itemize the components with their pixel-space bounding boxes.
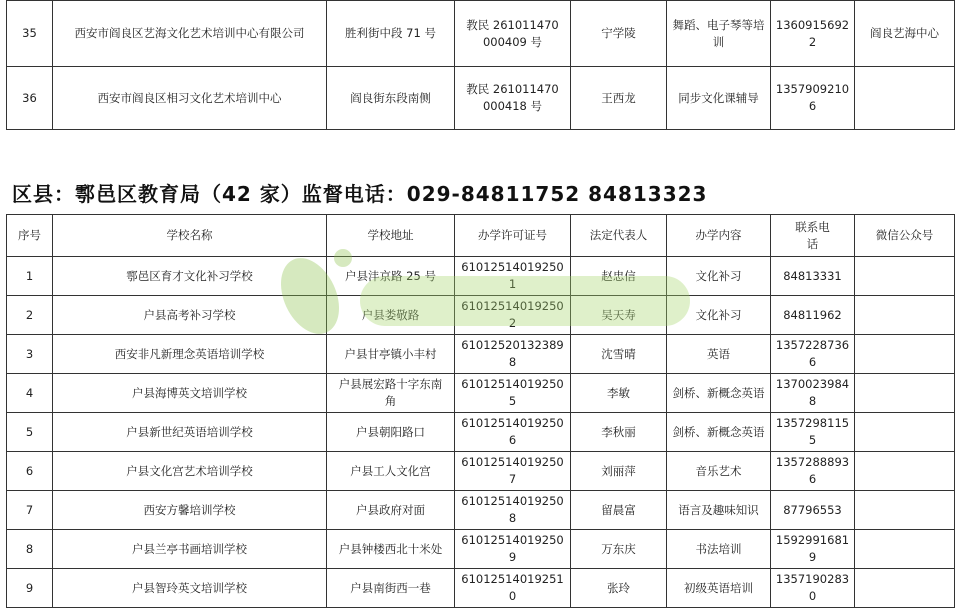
cell-address: 户县沣京路 25 号 [327, 257, 455, 296]
cell-license: 610125201323898 [455, 335, 571, 374]
table-row [7, 335, 955, 374]
header-no: 序号 [7, 215, 53, 257]
cell-phone: 84811962 [771, 296, 855, 335]
cell-name: 户县高考补习学校 [53, 296, 327, 335]
cell-content: 初级英语培训 [667, 569, 771, 608]
cell-wechat [855, 335, 955, 374]
table-row [7, 257, 955, 296]
cell-license: 610125140192507 [455, 452, 571, 491]
cell-no: 35 [7, 1, 53, 67]
cell-rep: 万东庆 [571, 530, 667, 569]
table-row [7, 530, 955, 569]
cell-content: 文化补习 [667, 296, 771, 335]
previous-district-table [6, 0, 955, 130]
header-address: 学校地址 [327, 215, 455, 257]
cell-address: 户县娄敬路 [327, 296, 455, 335]
cell-license: 610125140192510 [455, 569, 571, 608]
cell-no: 5 [7, 413, 53, 452]
cell-address: 户县工人文化宫 [327, 452, 455, 491]
cell-name: 西安非凡新理念英语培训学校 [53, 335, 327, 374]
header-name: 学校名称 [53, 215, 327, 257]
section-title: 区县：鄠邑区教育局（42 家）监督电话：029-84811752 84813323 [12, 182, 708, 206]
cell-rep: 李敏 [571, 374, 667, 413]
header-wechat: 微信公众号 [855, 215, 955, 257]
cell-content: 剑桥、新概念英语 [667, 374, 771, 413]
cell-content: 音乐艺术 [667, 452, 771, 491]
cell-wechat: 阎良艺海中心 [855, 1, 955, 67]
cell-rep: 王西龙 [571, 67, 667, 130]
cell-address: 户县朝阳路口 [327, 413, 455, 452]
cell-no: 9 [7, 569, 53, 608]
cell-content: 剑桥、新概念英语 [667, 413, 771, 452]
cell-no: 6 [7, 452, 53, 491]
cell-address: 户县展宏路十字东南角 [327, 374, 455, 413]
cell-address: 户县甘亭镇小丰村 [327, 335, 455, 374]
header-rep: 法定代表人 [571, 215, 667, 257]
cell-name: 西安方馨培训学校 [53, 491, 327, 530]
cell-name: 户县兰亭书画培训学校 [53, 530, 327, 569]
cell-phone: 13579092106 [771, 67, 855, 130]
cell-rep: 留晨富 [571, 491, 667, 530]
schools-table [6, 214, 955, 608]
cell-address: 户县南街西一巷 [327, 569, 455, 608]
header-license: 办学许可证号 [455, 215, 571, 257]
cell-address: 阎良街东段南侧 [327, 67, 455, 130]
cell-name: 西安市阎良区艺海文化艺术培训中心有限公司 [53, 1, 327, 67]
cell-phone: 84813331 [771, 257, 855, 296]
cell-rep: 刘丽萍 [571, 452, 667, 491]
cell-phone: 13572287366 [771, 335, 855, 374]
cell-name: 户县新世纪英语培训学校 [53, 413, 327, 452]
cell-rep: 沈雪晴 [571, 335, 667, 374]
cell-content: 舞蹈、电子琴等培训 [667, 1, 771, 67]
header-content: 办学内容 [667, 215, 771, 257]
cell-content: 文化补习 [667, 257, 771, 296]
cell-no: 3 [7, 335, 53, 374]
cell-rep: 宁学陵 [571, 1, 667, 67]
header-phone: 联系电话 [771, 215, 855, 257]
cell-no: 7 [7, 491, 53, 530]
cell-license: 教民 261011470000418 号 [455, 67, 571, 130]
cell-name: 西安市阎良区相习文化艺术培训中心 [53, 67, 327, 130]
table-row [7, 374, 955, 413]
cell-license: 教民 261011470000409 号 [455, 1, 571, 67]
cell-no: 8 [7, 530, 53, 569]
cell-name: 鄠邑区育才文化补习学校 [53, 257, 327, 296]
cell-wechat [855, 569, 955, 608]
cell-wechat [855, 374, 955, 413]
cell-phone: 13572981155 [771, 413, 855, 452]
cell-wechat [855, 413, 955, 452]
cell-no: 2 [7, 296, 53, 335]
cell-name: 户县智玲英文培训学校 [53, 569, 327, 608]
table-row [7, 1, 955, 67]
table-row [7, 491, 955, 530]
cell-content: 书法培训 [667, 530, 771, 569]
table-header-row [7, 215, 955, 257]
cell-no: 4 [7, 374, 53, 413]
cell-wechat [855, 296, 955, 335]
cell-license: 610125140192505 [455, 374, 571, 413]
table-row [7, 413, 955, 452]
cell-name: 户县海博英文培训学校 [53, 374, 327, 413]
table-row [7, 296, 955, 335]
cell-rep: 张玲 [571, 569, 667, 608]
table-row [7, 569, 955, 608]
cell-phone: 13571902830 [771, 569, 855, 608]
table-row [7, 452, 955, 491]
cell-license: 610125140192502 [455, 296, 571, 335]
cell-license: 610125140192501 [455, 257, 571, 296]
cell-license: 610125140192508 [455, 491, 571, 530]
cell-content: 英语 [667, 335, 771, 374]
cell-license: 610125140192506 [455, 413, 571, 452]
cell-content: 同步文化课辅导 [667, 67, 771, 130]
cell-wechat [855, 257, 955, 296]
cell-address: 胜利街中段 71 号 [327, 1, 455, 67]
cell-address: 户县钟楼西北十米处 [327, 530, 455, 569]
cell-phone: 87796553 [771, 491, 855, 530]
cell-name: 户县文化宫艺术培训学校 [53, 452, 327, 491]
cell-content: 语言及趣味知识 [667, 491, 771, 530]
cell-wechat [855, 67, 955, 130]
cell-rep: 赵忠信 [571, 257, 667, 296]
cell-wechat [855, 491, 955, 530]
cell-phone: 13609156922 [771, 1, 855, 67]
cell-no: 36 [7, 67, 53, 130]
cell-address: 户县政府对面 [327, 491, 455, 530]
cell-phone: 15929916819 [771, 530, 855, 569]
cell-wechat [855, 452, 955, 491]
cell-rep: 吴天寿 [571, 296, 667, 335]
cell-phone: 13700239848 [771, 374, 855, 413]
cell-no: 1 [7, 257, 53, 296]
table-row [7, 67, 955, 130]
cell-wechat [855, 530, 955, 569]
cell-rep: 李秋丽 [571, 413, 667, 452]
cell-phone: 13572888936 [771, 452, 855, 491]
cell-license: 610125140192509 [455, 530, 571, 569]
